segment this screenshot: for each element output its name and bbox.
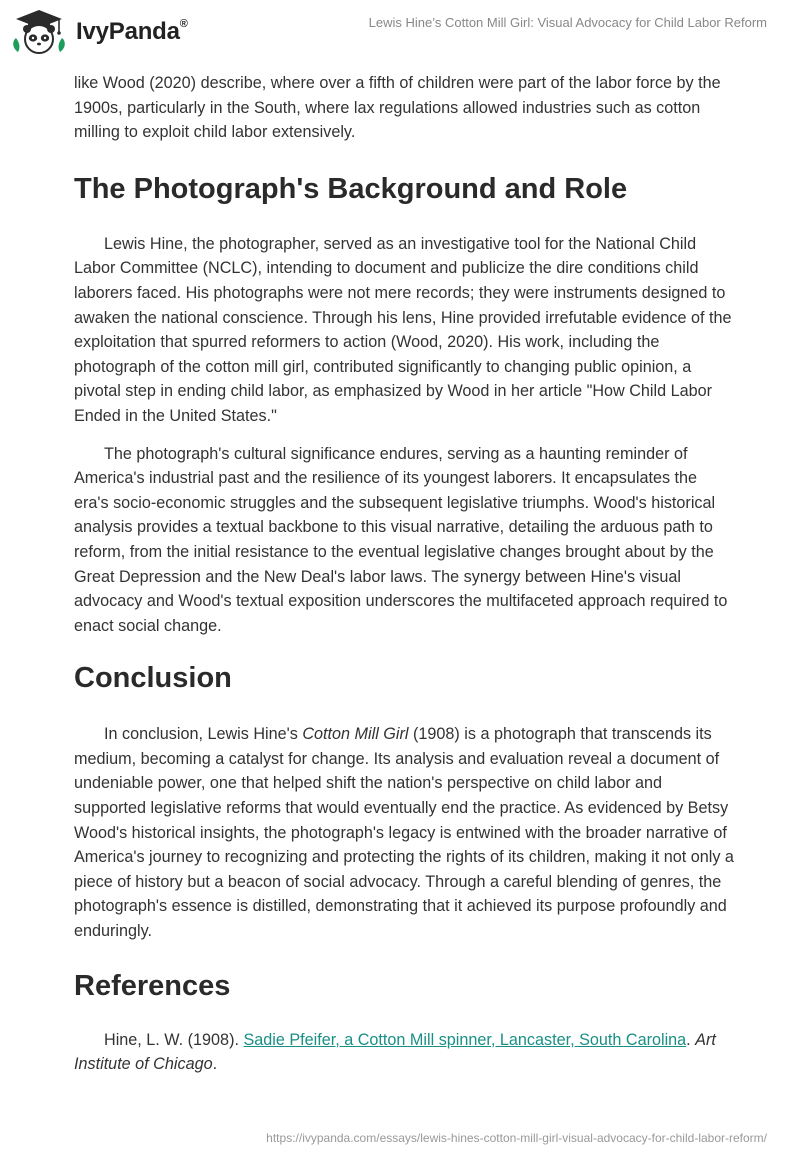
section-heading-references: References [74,969,231,1002]
section-heading-conclusion: Conclusion [74,662,232,695]
logo-wordmark: IvyPanda® [76,18,188,45]
paragraph-background-2: The photograph's cultural significance endures, serving as a haunting reminder of America's industrial past and the resilience of its youngest laborers. It encapsulates the era's socio-economic struggles and the subsequent legislative triumphs. Wood's historical analysis provides a textual backbone to this visual narrative, detailing the arduous path to reform, from the initial resistance to the eventual legislative changes brought about by the Great Depression and the New Deal's labor laws. The synergy between Hine's visual advocacy and Wood's textual exposition underscores the multifaceted approach required to enact social change. [74,444,728,635]
essay-body [74,71,734,1077]
reference-entry: Hine, L. W. (1908). Sadie Pfeifer, a Cotton Mill spinner, Lancaster, South Carolina. Art Institute of Chicago. [74,1030,716,1074]
page-header [0,0,800,70]
paragraph-conclusion: In conclusion, Lewis Hine's Cotton Mill Girl (1908) is a photograph that transcends its medium, becoming a catalyst for change. Its analysis and evaluation reveal a document of undeniable power, one that helped shift the nation's perspective on child labor and supported legislative reforms that would eventually end the practice. As evidenced by Betsy Wood's historical insights, the photograph's legacy is entwined with the broader narrative of America's journey to recognizing and protecting the rights of its children, making it not only a piece of history but a beacon of social advocacy. Through a careful blending of genres, the photograph's essence is distilled, demonstrating that it achieved its purpose profoundly and enduringly. [74,725,734,941]
section-heading-background: The Photograph's Background and Role [74,172,628,205]
artwork-title: Cotton Mill Girl [302,725,409,744]
paragraph-background-1: Lewis Hine, the photographer, served as an investigative tool for the National Child Labor Committee (NCLC), intending to document and publicize the dire conditions child laborers faced. His photographs were not mere records; they were instruments designed to awaken the national conscience. Through his lens, Hine provided irrefutable evidence of the exploitation that spurred reformers to action (Wood, 2020). His work, including the photograph of the cotton mill girl, contributed significantly to changing public opinion, a pivotal step in ending child labor, as emphasized by Wood in her article "How Child Labor Ended in the United States." [74,234,732,425]
footer-url: https://ivypanda.com/essays/lewis-hines-cotton-mill-girl-visual-advocacy-for-child-labor-reform/ [266,1131,767,1145]
panda-graduate-icon [10,8,68,56]
ivypanda-logo[interactable] [10,8,188,56]
intro-continuation-paragraph: like Wood (2020) describe, where over a fifth of children were part of the labor force by the 1900s, particularly in the South, where lax regulations allowed industries such as cotton milling to exploit child labor extensively. [74,74,721,142]
reference-link[interactable]: Sadie Pfeifer, a Cotton Mill spinner, Lancaster, South Carolina [243,1030,687,1049]
reference-source: Art Institute of Chicago [74,1030,716,1074]
document-title: Lewis Hine’s Cotton Mill Girl: Visual Advocacy for Child Labor Reform [368,15,767,30]
